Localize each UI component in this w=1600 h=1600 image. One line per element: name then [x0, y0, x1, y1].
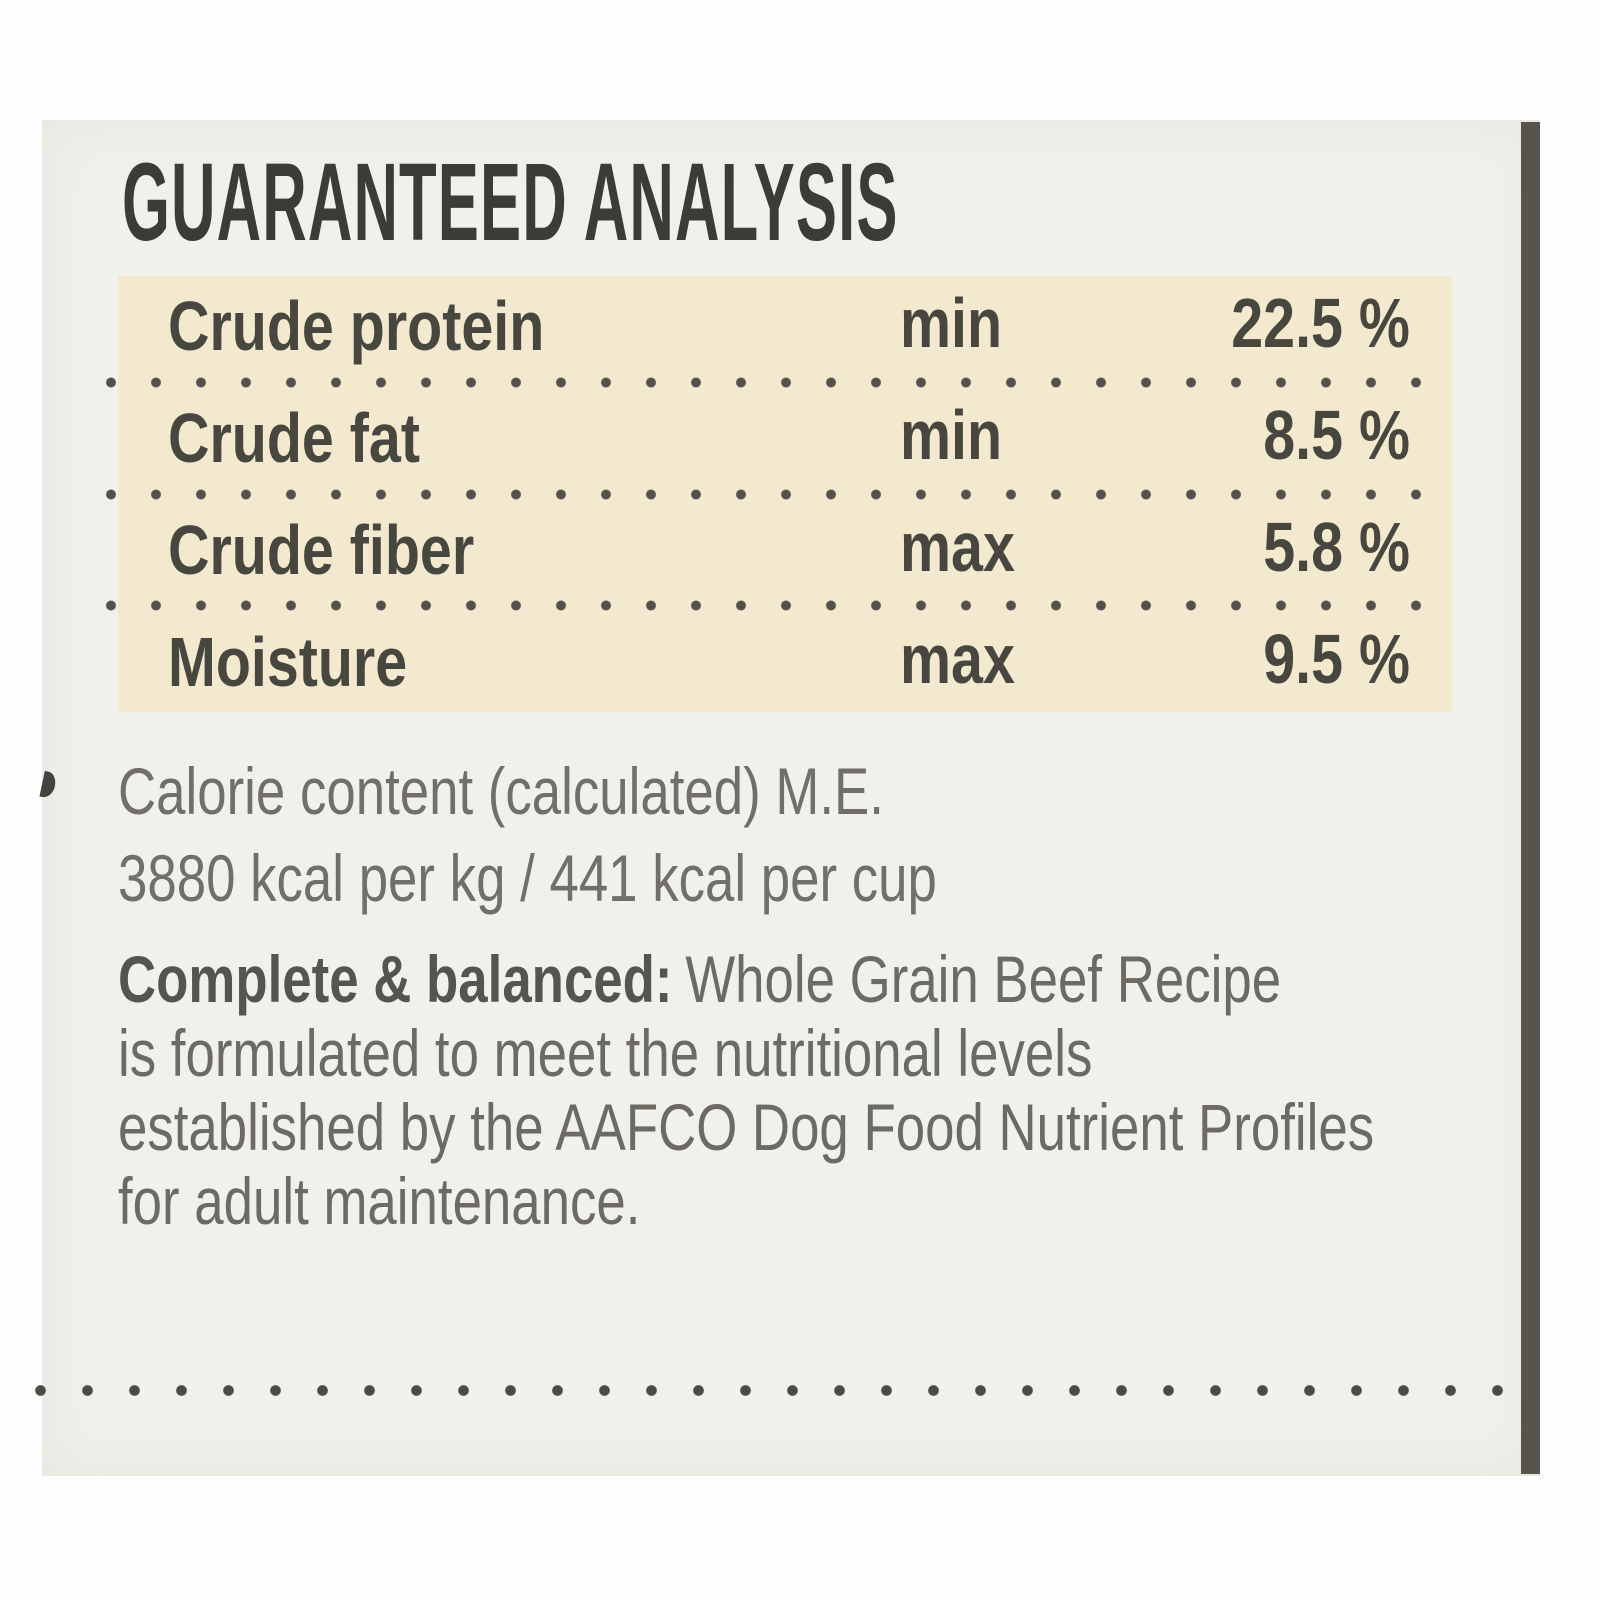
nutrient-qualifier: min	[900, 284, 1003, 363]
dotted-separator	[105, 489, 1452, 500]
nutrient-name: Crude fiber	[168, 510, 475, 589]
aafco-statement	[118, 942, 1600, 1238]
nutrient-qualifier: min	[900, 395, 1003, 474]
nutrient-value: 22.5 %	[1231, 284, 1410, 363]
label-right-edge	[1521, 122, 1540, 1474]
table-row	[118, 276, 1452, 377]
dotted-separator	[105, 600, 1452, 611]
statement-lead: Complete & balanced:	[118, 942, 673, 1016]
nutrient-value: 9.5 %	[1263, 619, 1410, 698]
dotted-separator	[105, 377, 1452, 388]
table-row	[118, 611, 1452, 712]
bottom-dotted-rule	[34, 1384, 1532, 1397]
nutrient-name: Crude protein	[168, 287, 545, 366]
table-row	[118, 388, 1452, 489]
nutrient-qualifier: max	[900, 507, 1015, 586]
calorie-line-1: Calorie content (calculated) M.E.	[118, 754, 884, 828]
statement-line-3: established by the AAFCO Dog Food Nutrient Profiles	[118, 1090, 1375, 1164]
nutrient-value: 8.5 %	[1263, 395, 1410, 474]
nutrient-name: Crude fat	[168, 399, 420, 478]
statement-line-1	[118, 942, 1374, 1016]
guaranteed-analysis-table	[118, 276, 1452, 712]
nutrient-name: Moisture	[168, 622, 408, 701]
nutrient-value: 5.8 %	[1263, 507, 1410, 586]
panel-title: GUARANTEED ANALYSIS	[122, 141, 899, 264]
statement-line-2: is formulated to meet the nutritional levels	[118, 1016, 1093, 1090]
nutrient-qualifier: max	[900, 619, 1015, 698]
statement-line-4: for adult maintenance.	[118, 1164, 641, 1238]
calorie-line-2: 3880 kcal per kg / 441 kcal per cup	[118, 841, 937, 915]
guaranteed-analysis-panel	[42, 120, 1540, 1476]
calorie-content	[118, 748, 1142, 922]
photo-artifact-mark	[39, 771, 57, 799]
table-row	[118, 500, 1452, 601]
statement-line-1-text: Whole Grain Beef Recipe	[685, 942, 1282, 1016]
